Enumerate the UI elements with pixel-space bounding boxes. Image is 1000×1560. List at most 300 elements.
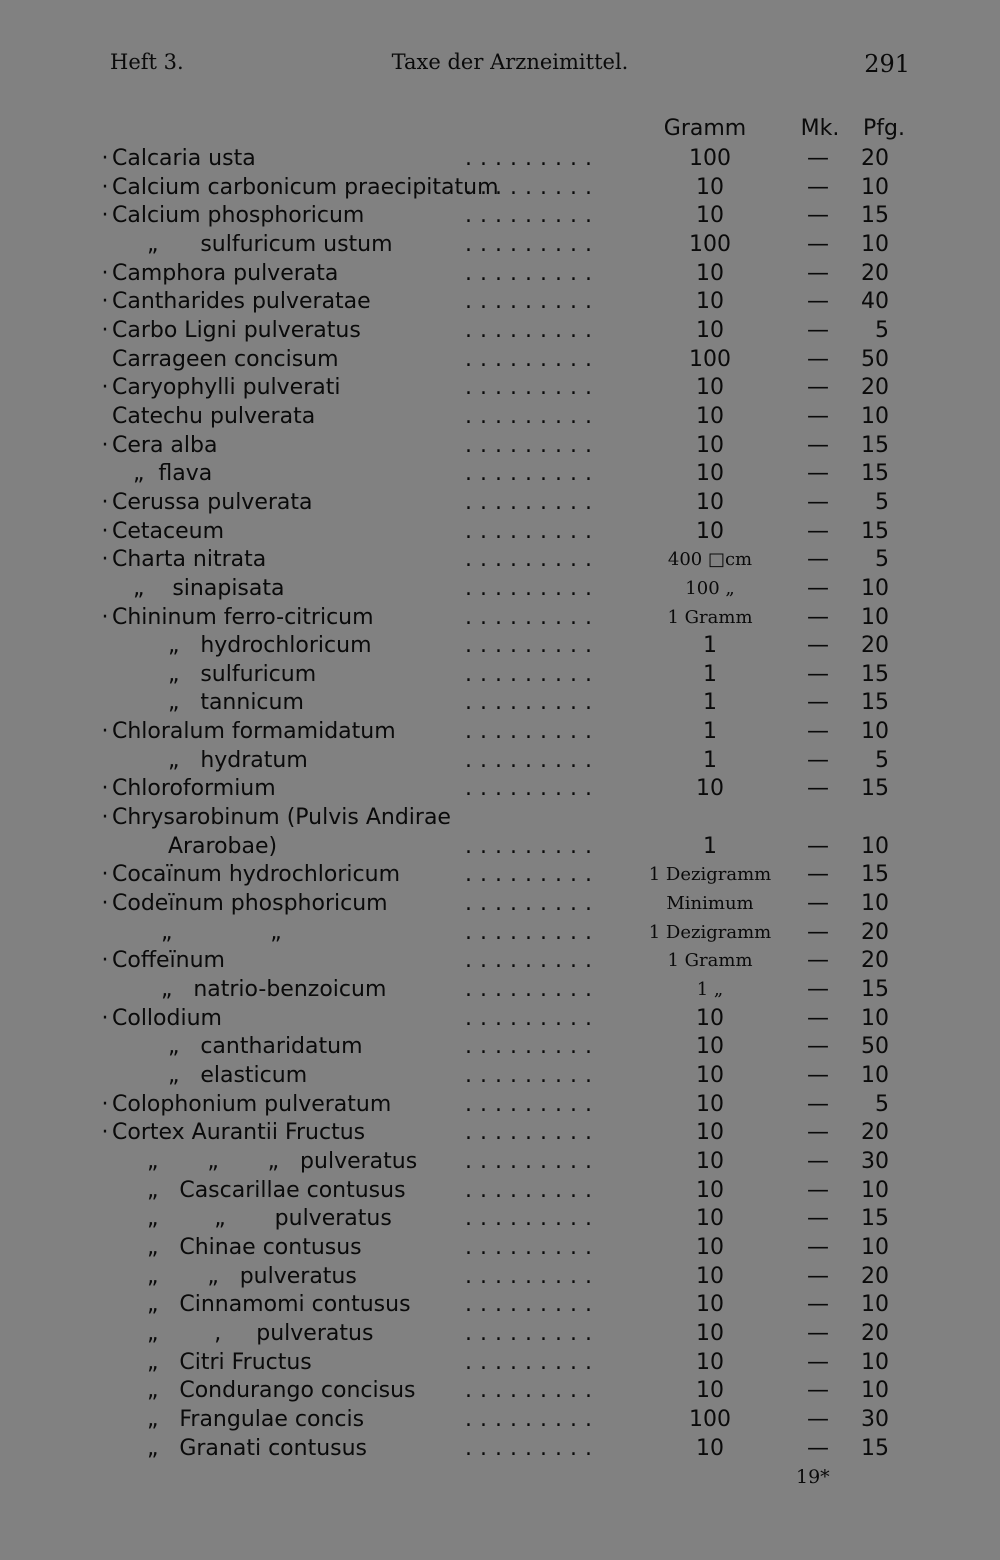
price-mark: — [807, 289, 829, 315]
quantity: 10 [696, 317, 724, 343]
quantity: 10 [696, 489, 724, 515]
drug-name: „ „ „ pulveratus [112, 1148, 418, 1174]
leader-dots: ......... [465, 1320, 600, 1346]
price-pfennig: 20 [861, 375, 889, 401]
price-pfennig: 5 [875, 747, 889, 773]
price-mark: — [807, 1148, 829, 1174]
price-pfennig: 5 [875, 489, 889, 515]
drug-name: „ Granati contusus [112, 1435, 368, 1461]
price-pfennig: 15 [861, 1435, 889, 1461]
quantity: 10 [696, 432, 724, 458]
table-row [0, 288, 1000, 317]
price-pfennig: 5 [875, 547, 889, 573]
quantity: 1 Gramm [667, 606, 753, 628]
price-pfennig: 15 [861, 432, 889, 458]
leader-dots: ......... [465, 461, 600, 487]
quantity: 10 [696, 174, 724, 200]
quantity: 10 [696, 403, 724, 429]
entry-bullet: · [101, 489, 109, 515]
leader-dots: ......... [465, 1206, 600, 1232]
entry-bullet: · [101, 547, 109, 573]
leader-dots: ......... [465, 1177, 600, 1203]
quantity: 1 Dezigramm [648, 864, 772, 886]
price-pfennig: 20 [861, 633, 889, 659]
quantity: 1 „ [696, 979, 724, 1001]
price-mark: — [807, 1349, 829, 1375]
price-pfennig: 10 [861, 891, 889, 917]
drug-name: „ sinapisata [112, 575, 285, 601]
table-row [0, 861, 1000, 890]
table-row [0, 947, 1000, 976]
leader-dots: ......... [465, 776, 600, 802]
quantity: 1 [703, 833, 717, 859]
drug-name: Codeïnum phosphoricum [112, 891, 388, 917]
price-pfennig: 15 [861, 461, 889, 487]
price-mark: — [807, 719, 829, 745]
price-pfennig: 40 [861, 289, 889, 315]
drug-name: „ hydrochloricum [112, 633, 372, 659]
price-mark: — [807, 1406, 829, 1432]
drug-name: „ flava [112, 461, 213, 487]
price-pfennig: 10 [861, 833, 889, 859]
quantity: 100 [689, 231, 731, 257]
leader-dots: ......... [465, 977, 600, 1003]
drug-name: Ararobae) [112, 833, 278, 859]
table-row [0, 1205, 1000, 1234]
price-mark: — [807, 862, 829, 888]
price-pfennig: 15 [861, 203, 889, 229]
leader-dots: ......... [465, 661, 600, 687]
table-row [0, 489, 1000, 518]
leader-dots: ......... [465, 1435, 600, 1461]
quantity: 10 [696, 1177, 724, 1203]
table-row [0, 174, 1000, 203]
table-row [0, 833, 1000, 862]
price-pfennig: 10 [861, 1349, 889, 1375]
drug-name: „ Cascarillae contusus [112, 1177, 406, 1203]
quantity: 10 [696, 776, 724, 802]
table-row [0, 1406, 1000, 1435]
quantity: 10 [696, 1120, 724, 1146]
price-mark: — [807, 948, 829, 974]
quantity: 100 [689, 346, 731, 372]
price-pfennig: 50 [861, 346, 889, 372]
leader-dots: ......... [465, 518, 600, 544]
table-row [0, 661, 1000, 690]
drug-name: „ „ [112, 919, 282, 945]
signature-mark: 19* [796, 1466, 830, 1488]
drug-name: „ „ pulveratus [112, 1263, 357, 1289]
leader-dots: ......... [465, 575, 600, 601]
table-row [0, 1177, 1000, 1206]
quantity: 10 [696, 1206, 724, 1232]
price-mark: — [807, 891, 829, 917]
price-mark: — [807, 375, 829, 401]
price-pfennig: 15 [861, 977, 889, 1003]
leader-dots: ......... [465, 432, 600, 458]
drug-name: Carbo Ligni pulveratus [112, 317, 361, 343]
drug-name: Cocaïnum hydrochloricum [112, 862, 401, 888]
price-pfennig: 10 [861, 174, 889, 200]
table-row [0, 1033, 1000, 1062]
quantity: 1 Gramm [667, 950, 753, 972]
price-mark: — [807, 1120, 829, 1146]
quantity: 10 [696, 1148, 724, 1174]
leader-dots: ......... [465, 1292, 600, 1318]
price-pfennig: 20 [861, 1263, 889, 1289]
quantity: 1 [703, 661, 717, 687]
price-mark: — [807, 575, 829, 601]
leader-dots: ......... [465, 317, 600, 343]
price-pfennig: 10 [861, 1063, 889, 1088]
table-row [0, 689, 1000, 718]
leader-dots: ......... [465, 375, 600, 401]
quantity: 1 [703, 690, 717, 716]
table-row [0, 231, 1000, 260]
price-pfennig: 15 [861, 690, 889, 716]
quantity: 10 [696, 1005, 724, 1031]
table-row [0, 403, 1000, 432]
quantity: 10 [696, 1292, 724, 1318]
column-header-gramm: Gramm [663, 116, 747, 141]
drug-name: „ , pulveratus [112, 1320, 374, 1346]
price-pfennig: 10 [861, 1292, 889, 1318]
price-mark: — [807, 346, 829, 372]
drug-name: „ hydratum [112, 747, 308, 773]
quantity: 10 [696, 1378, 724, 1404]
price-pfennig: 10 [861, 719, 889, 745]
quantity: 10 [696, 1263, 724, 1289]
price-mark: — [807, 1292, 829, 1318]
entry-bullet: · [101, 432, 109, 458]
drug-name: Chrysarobinum (Pulvis Andirae [112, 805, 451, 831]
price-pfennig: 20 [861, 1120, 889, 1146]
price-pfennig: 15 [861, 776, 889, 802]
price-pfennig: 20 [861, 146, 889, 171]
quantity: 10 [696, 1234, 724, 1260]
price-mark: — [807, 1034, 829, 1060]
table-row [0, 202, 1000, 231]
entry-bullet: · [101, 891, 109, 917]
table-row [0, 1062, 1000, 1091]
price-mark: — [807, 1091, 829, 1117]
price-pfennig: 10 [861, 231, 889, 257]
price-mark: — [807, 690, 829, 716]
drug-name: „ „ pulveratus [112, 1206, 392, 1232]
price-mark: — [807, 1177, 829, 1203]
entry-bullet: · [101, 776, 109, 802]
running-head-title: Taxe der Arzneimittel. [391, 50, 629, 74]
page-header [110, 50, 910, 84]
table-row [0, 804, 1000, 833]
leader-dots: ......... [465, 289, 600, 315]
price-pfennig: 20 [861, 919, 889, 945]
drug-name: Caryophylli pulverati [112, 375, 341, 401]
drug-name: „ Condurango concisus [112, 1378, 416, 1404]
leader-dots: ......... [465, 690, 600, 716]
price-pfennig: 10 [861, 403, 889, 429]
column-header-mk: Mk. [800, 116, 840, 141]
entry-bullet: · [101, 375, 109, 401]
price-mark: — [807, 317, 829, 343]
price-mark: — [807, 403, 829, 429]
table-row [0, 518, 1000, 547]
drug-name: „ sulfuricum ustum [112, 231, 393, 257]
drug-name: „ natrio-benzoicum [112, 977, 387, 1003]
price-pfennig: 5 [875, 317, 889, 343]
quantity: 10 [696, 375, 724, 401]
leader-dots: ......... [465, 719, 600, 745]
table-row [0, 1320, 1000, 1349]
table-row [0, 317, 1000, 346]
leader-dots: ......... [465, 403, 600, 429]
leader-dots: ......... [465, 1234, 600, 1260]
quantity: 10 [696, 518, 724, 544]
leader-dots: ......... [465, 1034, 600, 1060]
price-mark: — [807, 461, 829, 487]
entry-bullet: · [101, 719, 109, 745]
leader-dots: ......... [465, 203, 600, 229]
price-pfennig: 30 [861, 1148, 889, 1174]
price-mark: — [807, 633, 829, 659]
price-pfennig: 50 [861, 1034, 889, 1060]
quantity: 10 [696, 1435, 724, 1461]
leader-dots: ......... [465, 948, 600, 974]
drug-name: „ Chinae contusus [112, 1234, 362, 1260]
entry-bullet: · [101, 805, 109, 831]
quantity: 10 [696, 289, 724, 315]
price-pfennig: 10 [861, 1005, 889, 1031]
price-mark: — [807, 1378, 829, 1404]
price-mark: — [807, 833, 829, 859]
leader-dots: ......... [465, 747, 600, 773]
quantity: 100 [689, 1406, 731, 1432]
quantity: 10 [696, 1091, 724, 1117]
quantity: 100 „ [685, 577, 735, 599]
table-row [0, 632, 1000, 661]
table-row [0, 546, 1000, 575]
price-pfennig: 20 [861, 948, 889, 974]
quantity: 1 Dezigramm [648, 921, 772, 943]
price-mark: — [807, 1320, 829, 1346]
price-table [0, 145, 1000, 1463]
price-mark: — [807, 661, 829, 687]
drug-name: „ Frangulae concis [112, 1406, 365, 1432]
drug-name: „ cantharidatum [112, 1034, 363, 1060]
drug-name: „ tannicum [112, 690, 304, 716]
quantity: 1 [703, 719, 717, 745]
leader-dots: ......... [465, 1406, 600, 1432]
table-row [0, 775, 1000, 804]
leader-dots: ......... [465, 633, 600, 659]
price-mark: — [807, 776, 829, 802]
quantity: 10 [696, 1320, 724, 1346]
drug-name: Colophonium pulveratum [112, 1091, 392, 1117]
leader-dots: ......... [465, 260, 600, 286]
leader-dots: ......... [465, 1063, 600, 1088]
table-row [0, 1091, 1000, 1120]
leader-dots: ......... [465, 547, 600, 573]
price-mark: — [807, 747, 829, 773]
leader-dots: ......... [465, 1148, 600, 1174]
drug-name: „ Citri Fructus [112, 1349, 312, 1375]
entry-bullet: · [101, 1120, 109, 1146]
entry-bullet: · [101, 174, 109, 200]
price-mark: — [807, 1206, 829, 1232]
price-mark: — [807, 231, 829, 257]
drug-name: Cetaceum [112, 518, 225, 544]
table-row [0, 260, 1000, 289]
quantity: 10 [696, 461, 724, 487]
quantity: 10 [696, 1034, 724, 1060]
drug-name: Chloroformium [112, 776, 276, 802]
table-row [0, 718, 1000, 747]
table-row [0, 890, 1000, 919]
price-mark: — [807, 1063, 829, 1088]
table-row [0, 604, 1000, 633]
entry-bullet: · [101, 203, 109, 229]
table-row [0, 432, 1000, 461]
quantity: 10 [696, 1349, 724, 1375]
table-row [0, 460, 1000, 489]
price-mark: — [807, 260, 829, 286]
price-pfennig: 15 [861, 862, 889, 888]
drug-name: Catechu pulverata [112, 403, 316, 429]
table-row [0, 919, 1000, 948]
drug-name: „ Cinnamomi contusus [112, 1292, 411, 1318]
leader-dots: ......... [465, 1120, 600, 1146]
drug-name: Cerussa pulverata [112, 489, 313, 515]
drug-name: Chloralum formamidatum [112, 719, 396, 745]
price-mark: — [807, 1263, 829, 1289]
leader-dots: ......... [465, 174, 600, 200]
table-row [0, 145, 1000, 174]
price-mark: — [807, 432, 829, 458]
price-pfennig: 10 [861, 1177, 889, 1203]
quantity: 10 [696, 1063, 724, 1088]
entry-bullet: · [101, 1091, 109, 1117]
price-mark: — [807, 977, 829, 1003]
table-row [0, 1377, 1000, 1406]
leader-dots: ......... [465, 1091, 600, 1117]
price-pfennig: 5 [875, 1091, 889, 1117]
leader-dots: ......... [465, 1349, 600, 1375]
leader-dots: ......... [465, 346, 600, 372]
leader-dots: ......... [465, 833, 600, 859]
drug-name: Cortex Aurantii Fructus [112, 1120, 366, 1146]
drug-name: Carrageen concisum [112, 346, 339, 372]
table-row [0, 1148, 1000, 1177]
drug-name: Cantharides pulveratae [112, 289, 371, 315]
table-row [0, 346, 1000, 375]
price-mark: — [807, 174, 829, 200]
leader-dots: ......... [465, 231, 600, 257]
leader-dots: ......... [465, 1005, 600, 1031]
table-row [0, 1349, 1000, 1378]
quantity: Minimum [666, 893, 754, 915]
leader-dots: ......... [465, 604, 600, 630]
drug-name: „ sulfuricum [112, 661, 317, 687]
drug-name: Charta nitrata [112, 547, 267, 573]
table-row [0, 1263, 1000, 1292]
leader-dots: ......... [465, 891, 600, 917]
quantity: 100 [689, 146, 731, 171]
table-row [0, 747, 1000, 776]
table-row [0, 1234, 1000, 1263]
table-row [0, 1291, 1000, 1320]
table-row [0, 1119, 1000, 1148]
price-mark: — [807, 203, 829, 229]
price-mark: — [807, 547, 829, 573]
drug-name: Coffeïnum [112, 948, 225, 974]
entry-bullet: · [101, 604, 109, 630]
running-head-left: Heft 3. [110, 50, 184, 74]
drug-name: Collodium [112, 1005, 222, 1031]
entry-bullet: · [101, 862, 109, 888]
price-pfennig: 30 [861, 1406, 889, 1432]
quantity: 1 [703, 633, 717, 659]
entry-bullet: · [101, 317, 109, 343]
price-pfennig: 10 [861, 604, 889, 630]
price-pfennig: 10 [861, 1378, 889, 1404]
price-mark: — [807, 1435, 829, 1461]
page-number: 291 [864, 50, 910, 78]
entry-bullet: · [101, 146, 109, 171]
price-mark: — [807, 919, 829, 945]
leader-dots: ......... [465, 1378, 600, 1404]
leader-dots: ......... [465, 1263, 600, 1289]
entry-bullet: · [101, 948, 109, 974]
price-pfennig: 10 [861, 1234, 889, 1260]
price-mark: — [807, 1234, 829, 1260]
price-mark: — [807, 1005, 829, 1031]
leader-dots: ......... [465, 919, 600, 945]
price-mark: — [807, 489, 829, 515]
drug-name: „ elasticum [112, 1063, 308, 1088]
entry-bullet: · [101, 518, 109, 544]
leader-dots: ......... [465, 862, 600, 888]
table-row [0, 1435, 1000, 1464]
quantity: 10 [696, 203, 724, 229]
quantity: 10 [696, 260, 724, 286]
table-row [0, 374, 1000, 403]
price-pfennig: 20 [861, 260, 889, 286]
drug-name: Cera alba [112, 432, 218, 458]
quantity: 1 [703, 747, 717, 773]
price-pfennig: 15 [861, 1206, 889, 1232]
price-pfennig: 15 [861, 518, 889, 544]
price-pfennig: 10 [861, 575, 889, 601]
drug-name: Camphora pulverata [112, 260, 339, 286]
leader-dots: ......... [465, 489, 600, 515]
price-mark: — [807, 518, 829, 544]
price-mark: — [807, 146, 829, 171]
entry-bullet: · [101, 289, 109, 315]
column-header-pfg: Pfg. [863, 116, 905, 141]
drug-name: Calcium carbonicum praecipitatum [112, 174, 499, 200]
table-row [0, 976, 1000, 1005]
price-pfennig: 20 [861, 1320, 889, 1346]
drug-name: Calcium phosphoricum [112, 203, 365, 229]
drug-name: Chininum ferro-citricum [112, 604, 374, 630]
entry-bullet: · [101, 1005, 109, 1031]
quantity: 400 □cm [667, 549, 753, 571]
price-pfennig: 15 [861, 661, 889, 687]
drug-name: Calcaria usta [112, 146, 256, 171]
leader-dots: ......... [465, 146, 600, 171]
table-row [0, 1005, 1000, 1034]
entry-bullet: · [101, 260, 109, 286]
